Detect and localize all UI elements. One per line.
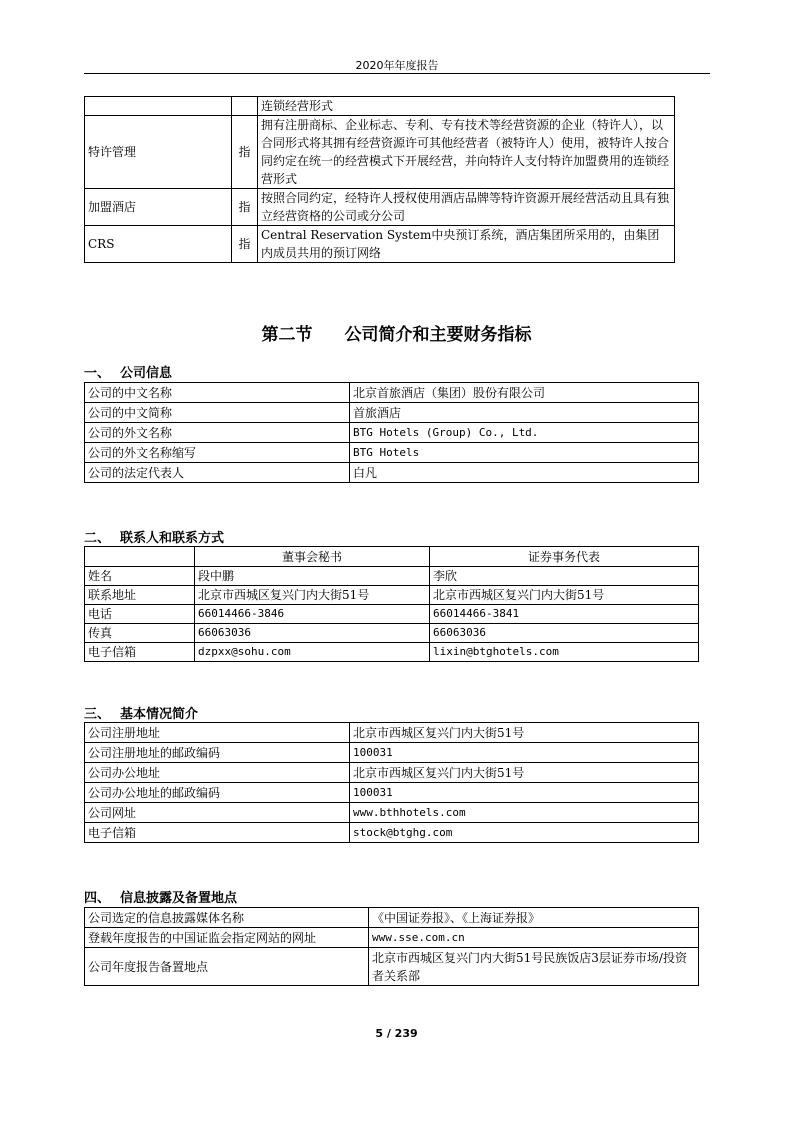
table-row	[85, 823, 699, 843]
table-row	[85, 547, 699, 567]
row-label: 联系地址	[85, 586, 195, 605]
basic-info-table	[84, 722, 699, 843]
cell: 段中鹏	[195, 567, 430, 586]
table-row	[85, 403, 699, 423]
table-row	[85, 463, 699, 483]
row-label: 登载年度报告的中国证监会指定网站的网址	[85, 928, 369, 948]
email-link[interactable]: lixin@btghotels.com	[430, 643, 699, 662]
table-row	[85, 189, 675, 226]
row-value: 100031	[350, 783, 699, 803]
row-label: 传真	[85, 624, 195, 643]
section-heading: 公司简介和主要财务指标	[344, 325, 532, 345]
table-row	[85, 443, 699, 463]
table-row	[85, 567, 699, 586]
row-label: 姓名	[85, 567, 195, 586]
table-row	[85, 803, 699, 823]
table-row	[85, 763, 699, 783]
table-row	[85, 908, 699, 928]
row-label: 公司注册地址	[85, 723, 350, 743]
definition-term: CRS	[85, 226, 232, 263]
row-label: 公司的外文名称	[85, 423, 350, 443]
website-link[interactable]: www.bthhotels.com	[350, 803, 699, 823]
definition-sep	[232, 97, 258, 116]
row-value: 100031	[350, 743, 699, 763]
row-label: 公司办公地址的邮政编码	[85, 783, 350, 803]
row-value: BTG Hotels	[350, 443, 699, 463]
row-label: 公司的中文简称	[85, 403, 350, 423]
page-header: 2020年年度报告	[355, 59, 439, 72]
row-label: 公司选定的信息披露媒体名称	[85, 908, 369, 928]
table-row	[85, 743, 699, 763]
table-row	[85, 723, 699, 743]
heading-number: 一、	[84, 366, 111, 381]
row-label: 公司注册地址的邮政编码	[85, 743, 350, 763]
cell: 66014466-3846	[195, 605, 430, 624]
table-row	[85, 586, 699, 605]
row-label: 公司的中文名称	[85, 383, 350, 403]
row-value: 首旅酒店	[350, 403, 699, 423]
definition-desc: 拥有注册商标、企业标志、专利、专有技术等经营资源的企业（特许人），以合同形式将其拥有经营资源许可其他经营者（被特许人）使用，被特许人按合同约定在统一的经营模式下开展经营，并向特许人支付特许加盟费用的连锁经营形式	[258, 116, 675, 189]
header-divider	[84, 73, 710, 74]
definitions-table	[84, 96, 675, 263]
definition-term: 加盟酒店	[85, 189, 232, 226]
row-label: 公司的法定代表人	[85, 463, 350, 483]
cell: 66014466-3841	[430, 605, 699, 624]
table-row	[85, 783, 699, 803]
row-value: 《中国证券报》、《上海证券报》	[369, 908, 699, 928]
heading-text: 信息披露及备置地点	[120, 891, 238, 906]
section-number: 第二节	[261, 325, 313, 345]
email-link[interactable]: dzpxx@sohu.com	[195, 643, 430, 662]
definition-desc: 连锁经营形式	[258, 97, 675, 116]
heading-number: 三、	[84, 707, 111, 722]
definition-sep: 指	[232, 116, 258, 189]
page-number: 5 / 239	[375, 1027, 418, 1040]
column-header: 董事会秘书	[195, 547, 430, 567]
company-info-table	[84, 382, 699, 483]
basic-info-heading	[84, 703, 198, 722]
definition-sep: 指	[232, 226, 258, 263]
table-row	[85, 423, 699, 443]
company-info-heading	[84, 362, 172, 381]
table-row	[85, 383, 699, 403]
row-label: 电话	[85, 605, 195, 624]
cell: 北京市西城区复兴门内大街51号	[195, 586, 430, 605]
table-row	[85, 116, 675, 189]
row-label: 公司网址	[85, 803, 350, 823]
table-row	[85, 624, 699, 643]
table-row	[85, 643, 699, 662]
row-value: 北京市西城区复兴门内大街51号民族饭店3层证券市场/投资者关系部	[369, 948, 699, 986]
cell: 李欣	[430, 567, 699, 586]
empty-cell	[85, 547, 195, 567]
cell: 北京市西城区复兴门内大街51号	[430, 586, 699, 605]
heading-text: 基本情况简介	[120, 707, 199, 722]
definition-desc: 按照合同约定，经特许人授权使用酒店品牌等特许资源开展经营活动且具有独立经营资格的公司或分公司	[258, 189, 675, 226]
disclosure-table	[84, 907, 699, 986]
email-link[interactable]: stock@btghg.com	[350, 823, 699, 843]
row-label: 公司年度报告备置地点	[85, 948, 369, 986]
row-value: 北京市西城区复兴门内大街51号	[350, 763, 699, 783]
section-title	[0, 320, 793, 345]
table-row	[85, 226, 675, 263]
contacts-table	[84, 546, 699, 662]
column-header: 证券事务代表	[430, 547, 699, 567]
definition-term	[85, 97, 232, 116]
table-row	[85, 928, 699, 948]
table-row	[85, 948, 699, 986]
row-label: 公司办公地址	[85, 763, 350, 783]
row-value: 白凡	[350, 463, 699, 483]
definition-sep: 指	[232, 189, 258, 226]
row-value: BTG Hotels (Group) Co., Ltd.	[350, 423, 699, 443]
heading-text: 联系人和联系方式	[120, 531, 225, 546]
table-row	[85, 97, 675, 116]
row-value: 北京首旅酒店（集团）股份有限公司	[350, 383, 699, 403]
disclosure-heading	[84, 887, 237, 906]
heading-text: 公司信息	[120, 366, 173, 381]
heading-number: 二、	[84, 531, 111, 546]
cell: 66063036	[195, 624, 430, 643]
row-label: 电子信箱	[85, 643, 195, 662]
row-label: 公司的外文名称缩写	[85, 443, 350, 463]
definition-desc: Central Reservation System中央预订系统，酒店集团所采用的，由集团内成员共用的预订网络	[258, 226, 675, 263]
definition-term: 特许管理	[85, 116, 232, 189]
cell: 66063036	[430, 624, 699, 643]
row-value: 北京市西城区复兴门内大街51号	[350, 723, 699, 743]
contacts-heading	[84, 527, 224, 546]
website-link[interactable]: www.sse.com.cn	[369, 928, 699, 948]
row-label: 电子信箱	[85, 823, 350, 843]
heading-number: 四、	[84, 891, 111, 906]
table-row	[85, 605, 699, 624]
